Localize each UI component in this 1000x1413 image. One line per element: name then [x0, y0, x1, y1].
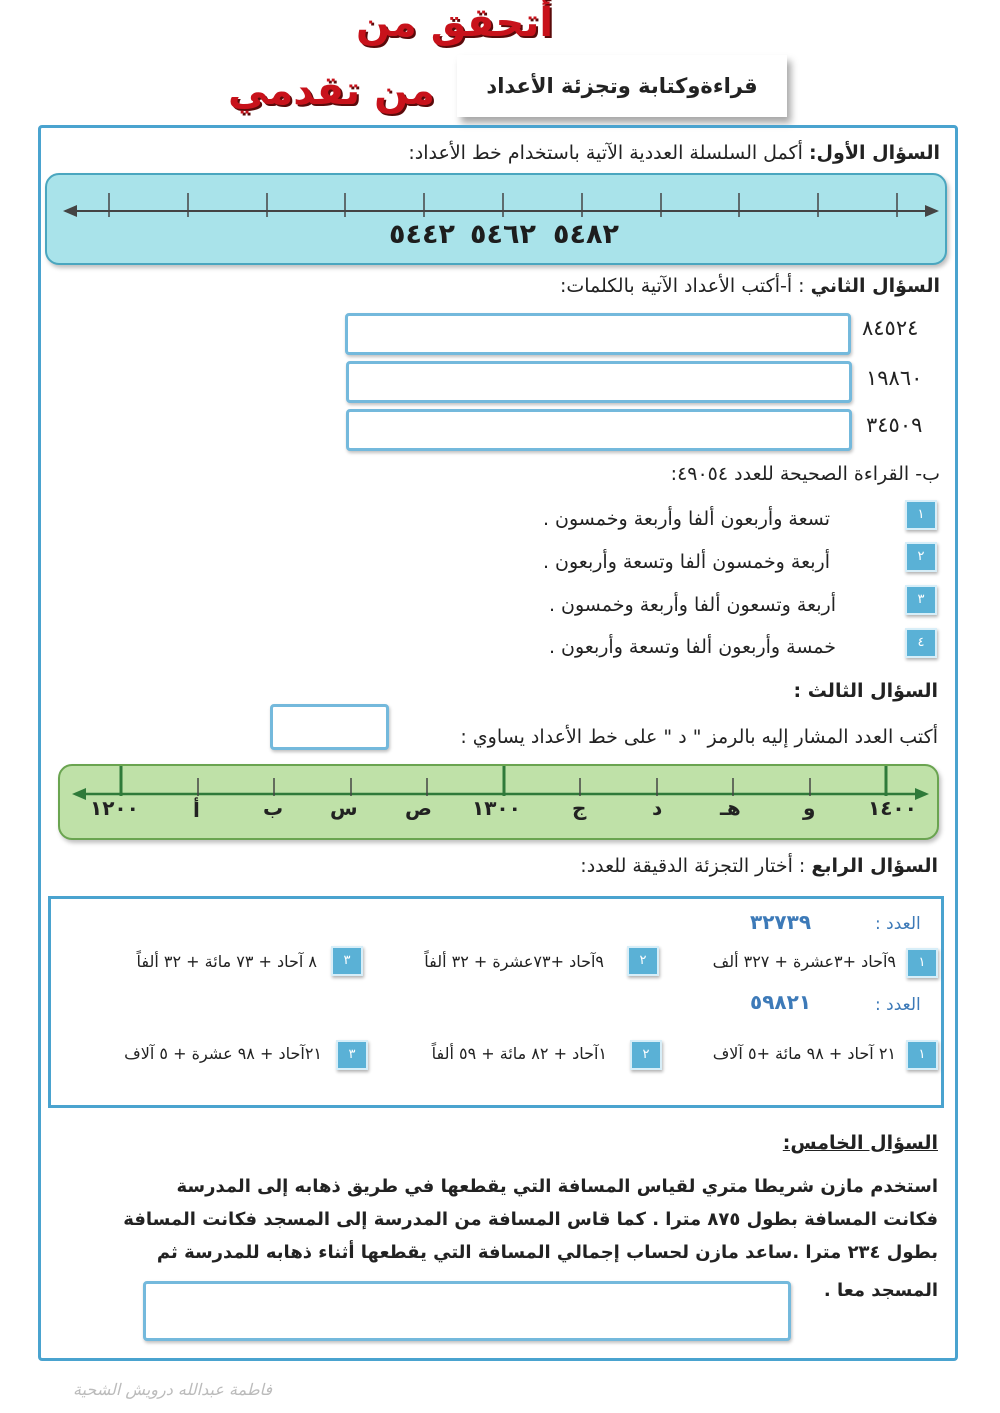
q3-label-ba: ب — [263, 796, 284, 820]
q3-label-1200: ١٢٠٠ — [90, 796, 139, 820]
q4-option-badge[interactable]: ٣ — [331, 946, 363, 976]
q3-label-sin: س — [330, 796, 358, 820]
q2-option-text[interactable]: خمسة وأربعون ألفا وتسعة وأربعون . — [548, 636, 836, 658]
q3-number-line-band — [58, 764, 939, 840]
q1-heading — [408, 142, 940, 164]
q3-label-dal: د — [652, 796, 663, 820]
q5-line-1: استخدم مازن شريطا متري لقياس المسافة التي يقطعها في طريق ذهابه إلى المدرسة — [176, 1176, 938, 1197]
q3-major-ticks — [121, 766, 886, 796]
q3-label: السؤال الثالث : — [793, 680, 938, 702]
q4-heading — [580, 855, 938, 877]
right-arrow-icon — [925, 205, 939, 217]
q5-line-3: بطول ٢٣٤ مترا .ساعد مازن لحساب إجمالي المسافة التي يقطعها أثناء ذهابه للمدرسة ثم — [156, 1242, 938, 1263]
q3-label-jim: ج — [572, 796, 587, 820]
q2-option-text[interactable]: تسعة وأربعون ألفا وأربعة وخمسون . — [542, 508, 830, 530]
q4-option-badge[interactable]: ١ — [906, 948, 938, 978]
q4-label: السؤال الرابع — [811, 855, 938, 877]
q2-option-badge[interactable]: ٣ — [905, 585, 937, 615]
q2-number-3: ٣٤٥٠٩ — [866, 413, 923, 437]
q2-number-2: ١٩٨٦٠ — [866, 366, 923, 390]
q2-part-b: ب- القراءة الصحيحة للعدد ٤٩٠٥٤: — [670, 463, 940, 485]
q4-option-text[interactable]: ٢١آحاد + ٩٨ عشرة + ٥ آلاف — [124, 1044, 322, 1063]
q1-seq-value: ٥٤٨٢ — [553, 219, 619, 250]
q2-option-text[interactable]: أربعة وخمسون ألفا وتسعة وأربعون . — [542, 551, 830, 573]
q5-answer-input[interactable] — [143, 1281, 791, 1341]
q1-label: السؤال الأول: — [808, 142, 940, 164]
q4-option-text[interactable]: ١آحاد + ٨٢ مائة + ٥٩ ألفاً — [431, 1044, 607, 1063]
q3-label-alif: أ — [193, 798, 200, 822]
q5-label: السؤال الخامس: — [782, 1132, 938, 1154]
q3-label-ha: هـ — [720, 796, 741, 820]
q4-option-badge[interactable]: ٣ — [336, 1040, 368, 1070]
q4-option-text[interactable]: ٨ آحاد + ٧٣ مائة + ٣٢ ألفاً — [136, 952, 317, 971]
q4-number-title: العدد : — [875, 914, 921, 934]
q3-label-sad: ص — [405, 796, 432, 820]
q4-text: : أختار التجزئة الدقيقة للعدد: — [580, 855, 806, 877]
q2-number-1: ٨٤٥٢٤ — [862, 316, 919, 340]
q2-answer-input-2[interactable] — [346, 361, 852, 403]
q5-line-2: فكانت المسافة بطول ٨٧٥ مترا . كما قاس المسافة من المدرسة إلى المسجد فكانت المسافة — [123, 1209, 938, 1230]
q4-option-text[interactable]: ٢١ آحاد + ٩٨ مائة +٥ آلاف — [712, 1044, 896, 1063]
q4-number-value: ٣٢٧٣٩ — [750, 910, 812, 934]
q4-number-value: ٥٩٨٢١ — [750, 990, 812, 1014]
q2-option-badge[interactable]: ٢ — [905, 542, 937, 572]
q2-label: السؤال الثاني — [810, 275, 940, 297]
title-line-2: من تقدمي — [228, 68, 435, 114]
q2-option-badge[interactable]: ١ — [905, 500, 937, 530]
q2-answer-input-1[interactable] — [345, 313, 851, 355]
q4-option-text[interactable]: ٩آحاد +٣عشرة + ٣٢٧ ألف — [712, 952, 896, 971]
q2-heading — [560, 275, 940, 297]
q3-label-1400: ١٤٠٠ — [868, 796, 917, 820]
q1-number-line-band — [45, 173, 947, 265]
lesson-title: قراءةوكتابة وتجزئة الأعداد — [457, 55, 787, 117]
q4-option-badge[interactable]: ٢ — [627, 946, 659, 976]
q1-seq-value: ٥٤٤٢ — [389, 219, 455, 250]
q2-text: : أ-أكتب الأعداد الآتية بالكلمات: — [559, 275, 805, 297]
q4-option-badge[interactable]: ٢ — [630, 1040, 662, 1070]
q1-ticks — [109, 193, 897, 217]
right-arrow-icon — [915, 788, 929, 800]
q5-line-4: المسجد معا . — [823, 1280, 938, 1301]
left-arrow-icon — [72, 788, 86, 800]
q3-label-1300: ١٣٠٠ — [472, 796, 521, 820]
q3-label-waw: و — [803, 796, 816, 820]
q3-answer-input[interactable] — [270, 704, 389, 750]
q1-seq-value: ٥٤٦٢ — [470, 219, 536, 250]
q1-text: أكمل السلسلة العددية الآتية باستخدام خط الأعداد: — [408, 142, 803, 164]
author-signature: فاطمة عبدالله درويش الشحية — [73, 1380, 273, 1399]
q4-option-text[interactable]: ٩آحاد +٧٣عشرة + ٣٢ ألفاً — [424, 952, 604, 971]
left-arrow-icon — [63, 205, 77, 217]
q4-option-badge[interactable]: ١ — [906, 1040, 938, 1070]
q2-option-badge[interactable]: ٤ — [905, 628, 937, 658]
q2-answer-input-3[interactable] — [346, 409, 852, 451]
q4-number-title: العدد : — [875, 995, 921, 1015]
q3-text: أكتب العدد المشار إليه بالرمز " د " على خط الأعداد يساوي : — [460, 726, 938, 748]
q2-option-text[interactable]: أربعة وتسعون ألفا وأربعة وخمسون . — [548, 594, 836, 616]
title-line-1: أتحقق من — [356, 0, 554, 46]
